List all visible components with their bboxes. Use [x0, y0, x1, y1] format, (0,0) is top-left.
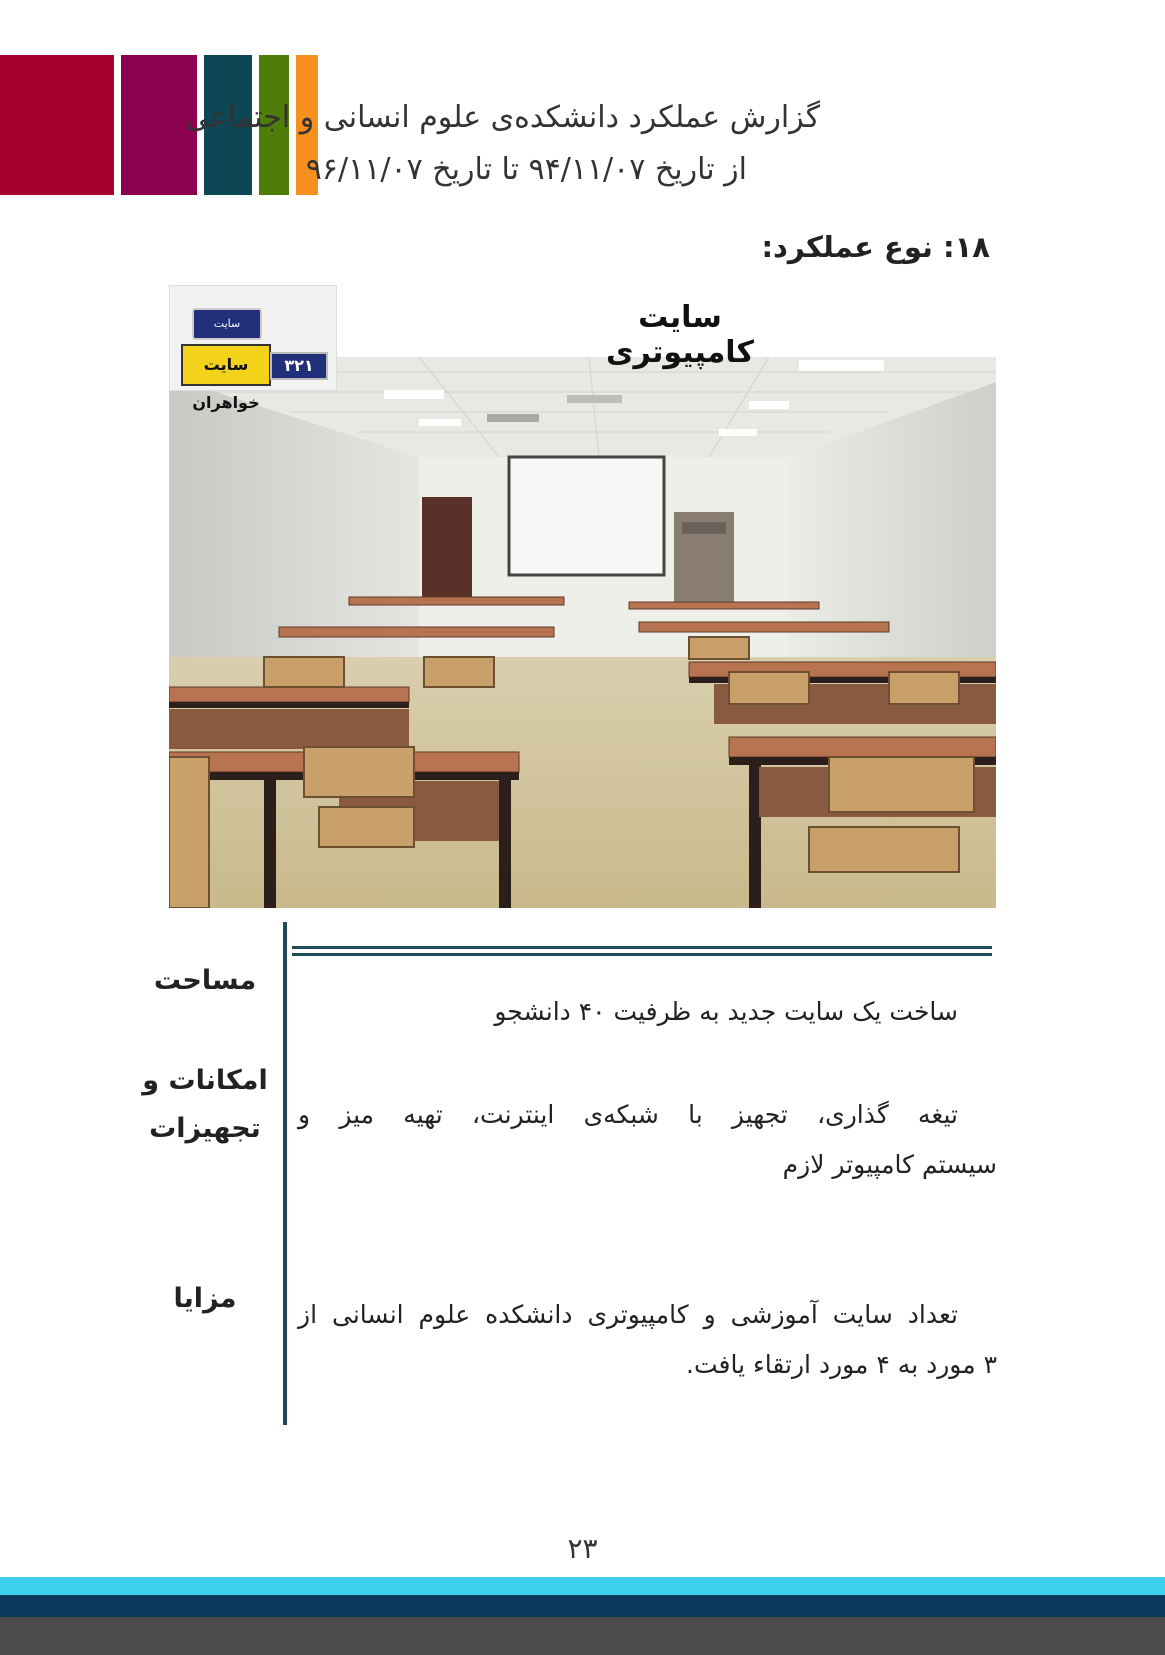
header-bar-red [0, 55, 114, 195]
footer-bar-cyan [0, 1577, 1165, 1595]
benefits-text-line1: تعداد سایت آموزشی و کامپیوتری دانشکده علوم انسانی از [298, 1300, 958, 1329]
footer-bar-navy [0, 1595, 1165, 1617]
facilities-text-line2: سیستم کامپیوتر لازم [782, 1150, 997, 1179]
benefits-text-line2: ۳ مورد به ۴ مورد ارتقاء یافت. [686, 1350, 997, 1379]
report-title: گزارش عملکرد دانشکده‌ی علوم انسانی و اجتماعی [184, 100, 820, 135]
report-date-range: از تاریخ ۹۴/۱۱/۰۷ تا تاریخ ۹۶/۱۱/۰۷ [305, 152, 747, 187]
footer-bar-gray [0, 1617, 1165, 1655]
vertical-divider [283, 922, 287, 1425]
facilities-label-line2: تجهیزات [149, 1113, 261, 1144]
area-label: مساحت [153, 965, 257, 996]
area-text: ساخت یک سایت جدید به ظرفیت ۴۰ دانشجو [494, 997, 958, 1026]
section-heading: ۱۸: نوع عملکرد: [761, 230, 990, 264]
benefits-label: مزایا [173, 1283, 237, 1314]
sign-top-label: سایت [192, 308, 262, 340]
page-number: ۲۳ [567, 1532, 598, 1565]
horizontal-divider-bottom [292, 953, 992, 956]
facilities-label-line1: امکانات و [142, 1065, 268, 1096]
sign-room-name: سایت خواهران [181, 344, 271, 386]
room-sign [169, 285, 337, 412]
sign-room-number: ۳۲۱ [270, 352, 328, 380]
photo-title: سایت کامپیوتری [605, 300, 754, 370]
horizontal-divider-top [292, 946, 992, 949]
classroom-photo [169, 357, 996, 908]
facilities-text-line1: تیغه گذاری، تجهیز با شبکه‌ی اینترنت، تهیه میز و [298, 1100, 958, 1129]
